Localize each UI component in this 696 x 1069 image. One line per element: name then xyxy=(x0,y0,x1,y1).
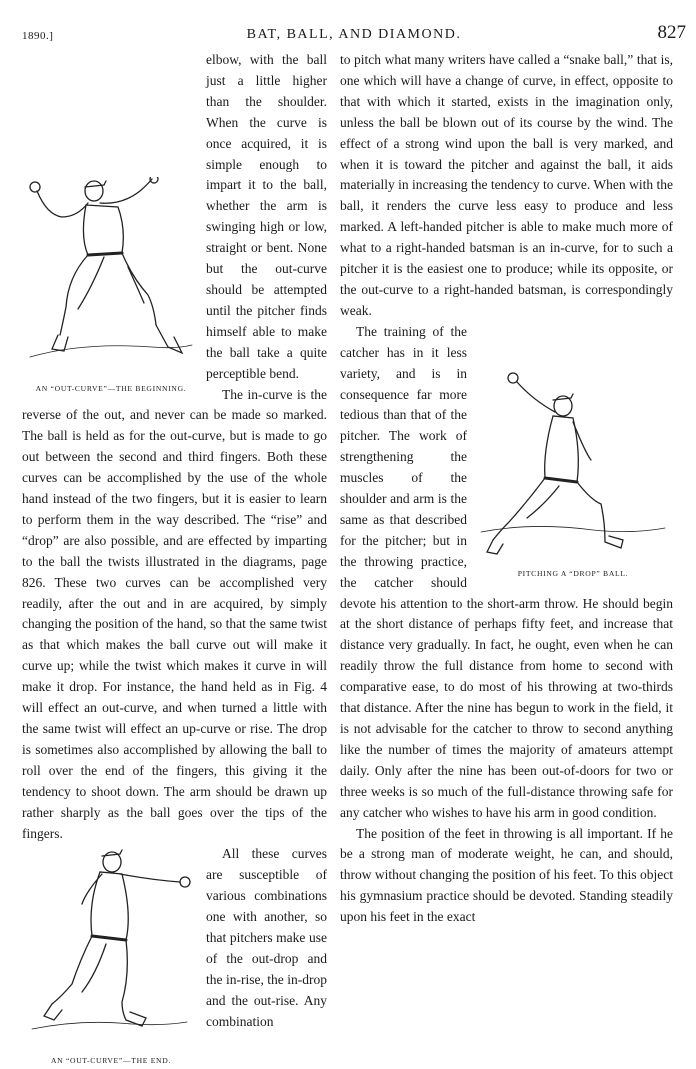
left-column xyxy=(22,50,327,1069)
header-title: BAT, BALL, AND DIAMOND. xyxy=(246,27,462,42)
figure-caption: PITCHING A “DROP” BALL. xyxy=(517,568,629,578)
pitcher-follow-through-illustration xyxy=(22,844,198,1054)
paragraph: The in-curve is the reverse of the out, and never can be made so marked. The ball is held as for the out-curve, but is made to go out between the second and third fingers. Both these curves can be accomplished by the use of the whole hand instead of the two fingers, but it is easier to learn to perform them in the way described. The “rise” and “drop” are also possible, and are effected by imparting to the ball the twists illustrated in the diagrams, page 826. These two curves can be accomplished very readily, after the out and in are acquired, by simply changing the position of the hand, so that the same twist as that which makes the ball curve out will make it curve up; while the twist which makes it curve in will make it drop. For instance, the hand held as in Fig. 4 will effect an out-curve, and when turned a little with the same twist will effect an up-curve or rise. The drop is sometimes also accomplished by allowing the ball to roll over the end of the fingers, this giving it the tendency to shoot down. The arm should be drawn up rather sharply as the ball goes over the tips of the fingers. xyxy=(22,386,327,841)
running-header xyxy=(22,24,686,48)
figure-out-curve-beginning xyxy=(22,177,200,399)
paragraph: to pitch what many writers have called a “snake ball,” that is, one which will have a change of curve, in effect, opposite to that with which it started, exists in the imagination only, unless the ball be blown out of its course by the wind. The effect of a strong wind upon the ball is very marked, and when it is toward the pitcher and against the ball, it aids materially in increasing the tendency to curve. When with the ball, it renders the curve less easy to produce and less marked. A left-handed pitcher is able to make much more of what to a right-handed batsman is an in-curve, for to such a pitcher it is the easiest one to produce; while its opposite, or the out-curve to a right-handed batsman, is correspondingly weak. xyxy=(340,52,673,318)
pitcher-windup-illustration xyxy=(22,177,198,382)
figure-out-curve-end xyxy=(22,844,200,1069)
pitcher-drop-ball-illustration xyxy=(473,372,669,567)
paragraph: elbow, with the ball just a little higher than the shoulder. When the curve is once acquired, it is simple enough to impart it to the ball, whether the arm is swinging high or low, straight or bent. None but the out-curve should be attempted until the pitcher finds himself able to make the ball take a quite perceptible bend. xyxy=(206,52,327,381)
paragraph: All these curves are susceptible of various combinations one with another, so that pitchers make use of the out-drop and the in-rise, the in-drop and the out-rise. Any combination xyxy=(206,846,327,1029)
page-number: 827 xyxy=(657,22,686,43)
paragraph: The position of the feet in throwing is all important. If he be a strong man of moderate weight, he can, and should, throw without changing the position of his feet. To this object his gymnasium practice should be devoted. Standing steadily upon his feet in the exact xyxy=(340,825,673,925)
figure-caption: AN “OUT-CURVE”—THE END. xyxy=(50,1056,172,1066)
paragraph: The training of the catcher has in it less variety, and is in consequence far more tedious than that of the pitcher. The work of strengthening the muscles of the shoulder and arm is the same as that described for the pitcher; but in the throwing practice, the catcher should devote his attention to the short-arm throw. He should begin at the short distance of perhaps fifty feet, and increase that distance very gradually. In fact, he ought, even when he can readily throw the full distance from home to second with comparative ease, to do most of his throwing at two-thirds that distance. After the nine has begun to work in the field, it is not advisable for the catcher to throw to second anything like the number of times the majority of amateurs attempt daily. Only after the nine has been out-of-doors for two or three weeks is so much of the full-distance throwing safe for any catcher who wishes to have his arm in good condition. xyxy=(340,323,673,820)
right-column xyxy=(340,50,673,928)
figure-drop-ball xyxy=(473,372,673,587)
figure-caption: AN “OUT-CURVE”—THE BEGINNING. xyxy=(35,384,187,393)
header-year: 1890.] xyxy=(22,30,54,42)
